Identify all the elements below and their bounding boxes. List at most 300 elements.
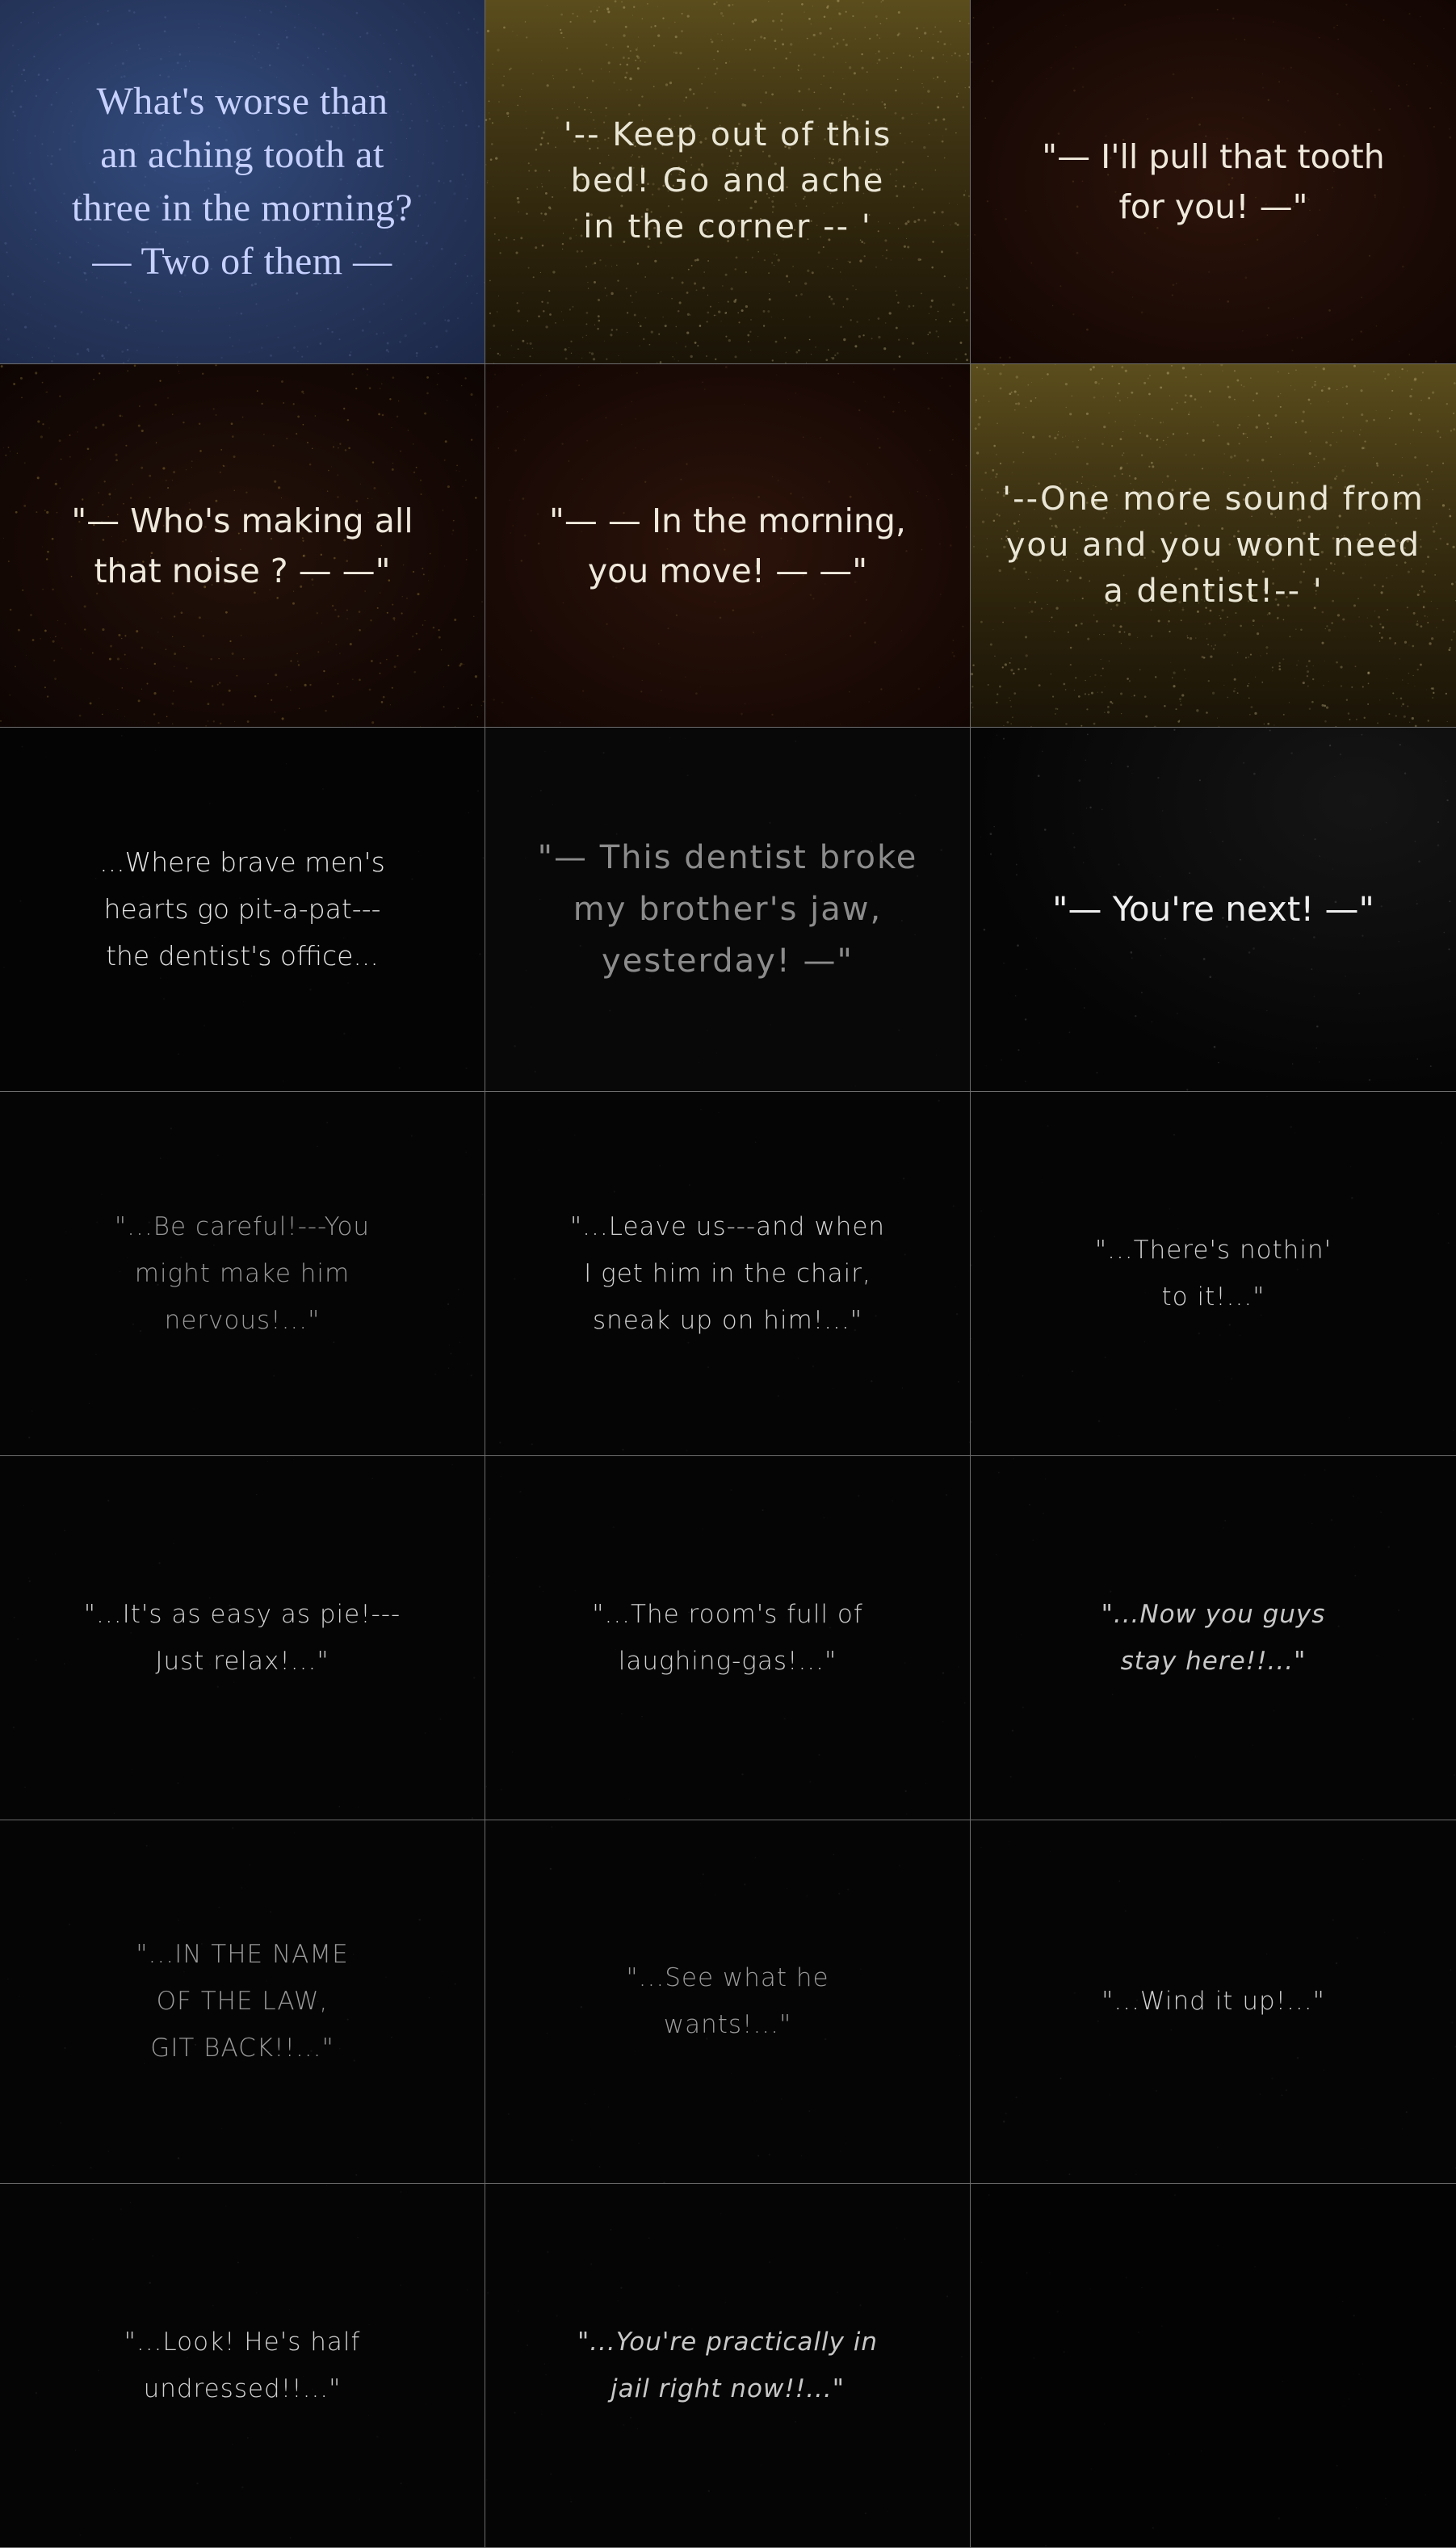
- grain-speck: [275, 712, 276, 713]
- grain-speck: [1111, 365, 1113, 367]
- grain-speck: [1373, 418, 1375, 421]
- grain-speck: [392, 603, 393, 605]
- grain-speck: [880, 688, 882, 690]
- grain-speck: [800, 293, 803, 296]
- grain-speck: [769, 822, 770, 824]
- grain-speck: [638, 37, 639, 38]
- grain-speck: [1155, 676, 1156, 678]
- grain-speck: [1454, 631, 1455, 632]
- grain-speck: [676, 326, 678, 328]
- grain-speck: [700, 686, 701, 687]
- grain-speck: [1370, 625, 1372, 627]
- grain-speck: [1018, 1049, 1019, 1051]
- grain-speck: [222, 703, 224, 706]
- grain-speck: [289, 2310, 290, 2311]
- grain-speck: [356, 804, 357, 805]
- grain-speck: [179, 291, 181, 292]
- grain-speck: [388, 352, 389, 353]
- grain-speck: [494, 373, 496, 375]
- grain-speck: [53, 338, 55, 339]
- grain-speck: [1066, 25, 1067, 26]
- grain-speck: [1421, 2472, 1422, 2473]
- grain-speck: [146, 682, 148, 684]
- grain-speck: [296, 433, 297, 434]
- grain-speck: [837, 0, 839, 2]
- grain-speck: [606, 359, 607, 360]
- grain-speck: [163, 998, 165, 1000]
- grain-speck: [461, 385, 462, 386]
- grain-speck: [1121, 643, 1122, 644]
- grain-speck: [315, 27, 317, 29]
- grain-speck: [53, 6, 55, 8]
- grain-speck: [598, 320, 601, 322]
- grain-speck: [1152, 2527, 1153, 2529]
- grain-speck: [1125, 369, 1127, 371]
- grain-speck: [1373, 457, 1374, 458]
- grain-speck: [981, 2262, 982, 2263]
- grain-speck: [239, 339, 240, 340]
- grain-speck: [462, 485, 463, 486]
- grain-speck: [1010, 669, 1013, 671]
- title-card-text: "...Look! He's half undressed!!...": [124, 2328, 361, 2404]
- grain-speck: [278, 44, 279, 45]
- grain-speck: [101, 355, 103, 357]
- grain-speck: [456, 470, 457, 471]
- grain-speck: [578, 384, 580, 386]
- grain-speck: [464, 377, 466, 379]
- grain-speck: [489, 100, 490, 102]
- grain-speck: [8, 447, 10, 448]
- grain-speck: [46, 391, 48, 392]
- grain-speck: [1332, 869, 1333, 870]
- grain-speck: [891, 640, 892, 641]
- grain-speck: [971, 686, 973, 687]
- grain-speck: [1381, 636, 1383, 639]
- grain-speck: [1151, 635, 1152, 636]
- grain-speck: [1234, 398, 1236, 400]
- grain-speck: [290, 2538, 292, 2539]
- grain-speck: [1328, 681, 1329, 682]
- grain-speck: [1000, 462, 1001, 464]
- grain-speck: [784, 337, 786, 338]
- grain-speck: [720, 616, 722, 619]
- grain-speck: [359, 678, 361, 681]
- title-card: [485, 364, 971, 728]
- grain-speck: [572, 306, 573, 308]
- grain-speck: [1031, 382, 1032, 383]
- grain-speck: [1088, 694, 1089, 695]
- grain-speck: [422, 624, 424, 626]
- grain-speck: [256, 304, 258, 305]
- grain-speck: [1244, 277, 1247, 279]
- grain-speck: [566, 48, 568, 49]
- grain-speck: [1147, 118, 1148, 120]
- grain-speck: [425, 1732, 426, 1733]
- grain-speck: [657, 35, 660, 37]
- grain-speck: [418, 1918, 421, 1920]
- grain-speck: [1333, 27, 1336, 29]
- grain-speck: [6, 329, 7, 330]
- grain-speck: [466, 1068, 468, 1069]
- grain-speck: [1132, 296, 1133, 297]
- grain-speck: [826, 6, 829, 9]
- grain-speck: [830, 298, 833, 300]
- grain-speck: [343, 407, 345, 409]
- grain-speck: [55, 1553, 56, 1554]
- grain-speck: [164, 16, 166, 19]
- grain-speck: [411, 1135, 413, 1137]
- grain-speck: [120, 414, 122, 417]
- grain-speck: [1222, 841, 1223, 842]
- grain-speck: [650, 26, 652, 27]
- grain-speck: [685, 676, 686, 678]
- grain-speck: [1273, 724, 1274, 725]
- grain-speck: [1086, 412, 1089, 414]
- grain-speck: [497, 447, 499, 449]
- grain-speck: [1102, 667, 1104, 669]
- grain-speck: [1134, 695, 1135, 696]
- grain-speck: [1395, 642, 1396, 644]
- grain-speck: [809, 1781, 811, 1782]
- grain-speck: [438, 373, 439, 374]
- grain-speck: [1210, 655, 1212, 657]
- grain-speck: [1012, 1729, 1013, 1731]
- grain-speck: [1129, 648, 1130, 649]
- title-card: [0, 2184, 485, 2548]
- grain-speck: [1214, 1046, 1216, 1048]
- grain-speck: [988, 684, 989, 686]
- grain-speck: [860, 427, 861, 428]
- grain-speck: [234, 41, 236, 43]
- grain-speck: [103, 358, 105, 359]
- grain-speck: [64, 1530, 65, 1531]
- grain-speck: [173, 471, 175, 473]
- grain-speck: [1160, 955, 1161, 956]
- title-card-text: "...Leave us---and when I get him in the chair, sneak up on him!...": [569, 1211, 886, 1335]
- grain-speck: [627, 57, 629, 59]
- grain-speck: [1358, 2374, 1360, 2375]
- grain-speck: [1005, 663, 1007, 665]
- grain-speck: [380, 672, 381, 674]
- grain-speck: [916, 27, 918, 30]
- grain-speck: [1256, 392, 1258, 395]
- grain-speck: [828, 349, 829, 351]
- grain-speck: [984, 757, 985, 758]
- grain-speck: [396, 29, 397, 31]
- grain-speck: [160, 58, 162, 61]
- grain-speck: [676, 342, 677, 343]
- grain-speck: [938, 1100, 940, 1102]
- grain-speck: [1072, 833, 1073, 834]
- grain-speck: [79, 714, 82, 716]
- grain-speck: [1118, 631, 1121, 633]
- grain-speck: [30, 296, 31, 298]
- grain-speck: [220, 471, 221, 472]
- grain-speck: [704, 388, 705, 389]
- grain-speck: [445, 330, 447, 332]
- grain-speck: [591, 352, 594, 355]
- grain-speck: [697, 345, 699, 346]
- grain-speck: [1286, 2088, 1287, 2090]
- grain-speck: [1194, 398, 1197, 401]
- grain-speck: [1361, 2378, 1362, 2379]
- grain-speck: [1289, 702, 1290, 703]
- grain-speck: [199, 450, 202, 452]
- grain-speck: [1139, 432, 1141, 434]
- grain-speck: [323, 670, 325, 672]
- grain-speck: [301, 390, 304, 392]
- grain-speck: [1070, 646, 1072, 649]
- grain-speck: [1252, 400, 1254, 401]
- grain-speck: [1288, 372, 1290, 374]
- grain-speck: [1148, 392, 1151, 395]
- grain-speck: [676, 614, 678, 615]
- grain-speck: [686, 331, 689, 334]
- grain-speck: [1332, 432, 1333, 433]
- grain-speck: [785, 654, 786, 655]
- grain-speck: [1055, 707, 1057, 709]
- grain-speck: [898, 11, 900, 14]
- grain-speck: [927, 353, 928, 354]
- grain-speck: [854, 345, 857, 347]
- grain-speck: [309, 989, 311, 991]
- grain-speck: [855, 289, 857, 290]
- grain-speck: [843, 306, 844, 307]
- grain-speck: [1145, 715, 1148, 717]
- grain-speck: [217, 1685, 219, 1687]
- grain-speck: [996, 1554, 997, 1555]
- grain-speck: [1364, 440, 1366, 442]
- grain-speck: [843, 93, 845, 94]
- grain-speck: [1247, 437, 1248, 438]
- grain-speck: [918, 258, 921, 261]
- grain-speck: [812, 598, 814, 599]
- grain-speck: [380, 662, 381, 664]
- grain-speck: [671, 298, 673, 300]
- grain-speck: [1014, 409, 1016, 411]
- grain-speck: [1331, 622, 1333, 623]
- grain-speck: [811, 23, 812, 24]
- grain-speck: [1188, 413, 1190, 415]
- grain-speck: [1066, 406, 1068, 408]
- grain-speck: [287, 299, 289, 300]
- grain-speck: [875, 53, 876, 54]
- grain-speck: [731, 2073, 732, 2074]
- grain-speck: [904, 410, 906, 412]
- grain-speck: [1324, 704, 1326, 707]
- grain-speck: [1341, 685, 1342, 686]
- grain-speck: [1290, 385, 1291, 386]
- grain-speck: [1018, 402, 1020, 405]
- grain-speck: [421, 493, 422, 495]
- grain-speck: [138, 424, 141, 426]
- grain-speck: [621, 424, 622, 425]
- grain-speck: [1411, 388, 1412, 390]
- grain-speck: [685, 346, 686, 347]
- grain-speck: [611, 292, 613, 295]
- grain-speck: [468, 812, 469, 814]
- grain-speck: [1321, 641, 1324, 644]
- empty-title-card: [971, 2184, 1456, 2548]
- grain-speck: [204, 1025, 205, 1026]
- grain-speck: [326, 2185, 327, 2186]
- grain-speck: [909, 55, 911, 57]
- grain-speck: [979, 416, 981, 418]
- grain-speck: [1247, 459, 1249, 461]
- grain-speck: [338, 447, 339, 448]
- grain-speck: [795, 2421, 796, 2423]
- grain-speck: [1318, 462, 1320, 464]
- grain-speck: [348, 447, 350, 448]
- grain-speck: [1173, 433, 1174, 434]
- grain-speck: [107, 10, 109, 12]
- grain-speck: [1236, 38, 1237, 40]
- title-card: [485, 0, 971, 364]
- grain-speck: [533, 276, 535, 278]
- grain-speck: [443, 686, 444, 687]
- grain-speck: [413, 671, 416, 674]
- grain-speck: [117, 657, 120, 660]
- grain-speck: [891, 643, 892, 644]
- grain-speck: [115, 453, 117, 455]
- grain-speck: [1314, 839, 1315, 841]
- grain-speck: [1249, 714, 1250, 715]
- grain-speck: [1026, 654, 1028, 657]
- grain-speck: [698, 68, 699, 69]
- grain-speck: [703, 1873, 705, 1874]
- grain-speck: [660, 1165, 661, 1166]
- grain-speck: [1217, 717, 1218, 718]
- grain-speck: [682, 13, 683, 15]
- grain-speck: [840, 325, 842, 328]
- grain-speck: [1330, 745, 1331, 746]
- grain-speck: [327, 490, 328, 491]
- grain-speck: [366, 32, 368, 35]
- grain-speck: [781, 13, 783, 15]
- grain-speck: [663, 2181, 665, 2183]
- grain-speck: [47, 695, 48, 697]
- grain-speck: [1240, 859, 1241, 861]
- grain-speck: [902, 1387, 903, 1388]
- grain-speck: [906, 1813, 908, 1815]
- grain-speck: [54, 678, 57, 680]
- grain-speck: [114, 2489, 115, 2490]
- grain-speck: [589, 109, 590, 110]
- grain-speck: [389, 398, 391, 400]
- title-card: [0, 1456, 485, 1820]
- grain-speck: [765, 91, 767, 94]
- grain-speck: [1141, 992, 1143, 993]
- grain-speck: [24, 462, 26, 464]
- grain-speck: [1406, 2111, 1408, 2113]
- grain-speck: [514, 449, 517, 451]
- grain-speck: [1135, 2173, 1136, 2174]
- grain-speck: [1054, 436, 1056, 439]
- grain-speck: [983, 395, 984, 396]
- grain-speck: [1132, 773, 1133, 774]
- grain-speck: [261, 346, 263, 349]
- grain-speck: [776, 374, 777, 375]
- grain-speck: [1097, 691, 1098, 692]
- grain-speck: [1232, 18, 1234, 19]
- grain-speck: [928, 407, 930, 409]
- grain-speck: [438, 629, 439, 631]
- grain-speck: [394, 619, 395, 620]
- grain-speck: [1022, 1706, 1024, 1708]
- grain-speck: [1402, 2128, 1403, 2129]
- grain-speck: [804, 282, 807, 284]
- grain-speck: [958, 1381, 959, 1383]
- grain-speck: [293, 403, 295, 405]
- grain-speck: [1446, 800, 1448, 801]
- grain-speck: [778, 480, 779, 481]
- grain-speck: [590, 2263, 593, 2265]
- grain-speck: [124, 716, 125, 717]
- grain-speck: [1093, 722, 1096, 724]
- grain-speck: [1126, 2277, 1127, 2278]
- title-card-text: '--One more sound from you and you wont need a dentist!-- ': [1002, 481, 1425, 611]
- grain-speck: [1091, 691, 1093, 694]
- grain-speck: [426, 376, 429, 379]
- grain-speck: [1389, 108, 1391, 110]
- grain-speck: [20, 377, 23, 380]
- grain-speck: [1074, 690, 1075, 691]
- grain-speck: [1189, 873, 1190, 875]
- grain-speck: [267, 1461, 268, 1462]
- grain-speck: [510, 68, 512, 69]
- grain-speck: [121, 735, 123, 737]
- grain-speck: [636, 55, 639, 57]
- grain-speck: [741, 1774, 743, 1775]
- grain-speck: [401, 612, 403, 614]
- grain-speck: [1448, 949, 1450, 951]
- grain-speck: [26, 655, 27, 656]
- grain-speck: [1297, 2056, 1299, 2059]
- grain-speck: [1068, 632, 1069, 633]
- grain-speck: [1057, 434, 1059, 435]
- grain-speck: [1277, 618, 1278, 619]
- grain-speck: [607, 9, 608, 10]
- grain-speck: [1266, 1096, 1267, 1097]
- grain-speck: [864, 621, 866, 623]
- grain-speck: [23, 69, 25, 71]
- grain-speck: [809, 339, 811, 341]
- grain-speck: [1127, 678, 1129, 680]
- grain-speck: [290, 660, 292, 661]
- grain-speck: [883, 347, 886, 350]
- grain-speck: [1358, 993, 1360, 995]
- grain-speck: [968, 23, 970, 24]
- grain-speck: [141, 467, 143, 469]
- grain-speck: [541, 2414, 542, 2415]
- grain-speck: [780, 76, 781, 77]
- grain-speck: [1094, 381, 1097, 384]
- grain-speck: [482, 1194, 483, 1195]
- grain-speck: [999, 685, 1001, 687]
- grain-speck: [942, 1721, 944, 1723]
- grain-speck: [813, 53, 816, 56]
- grain-speck: [763, 310, 766, 313]
- grain-speck: [1016, 2097, 1018, 2098]
- grain-speck: [840, 271, 841, 273]
- grain-speck: [951, 652, 953, 653]
- grain-speck: [11, 293, 14, 296]
- grain-speck: [1257, 632, 1259, 635]
- grain-speck: [966, 60, 967, 61]
- grain-speck: [953, 655, 955, 657]
- grain-speck: [582, 690, 584, 691]
- grain-speck: [114, 1812, 115, 1813]
